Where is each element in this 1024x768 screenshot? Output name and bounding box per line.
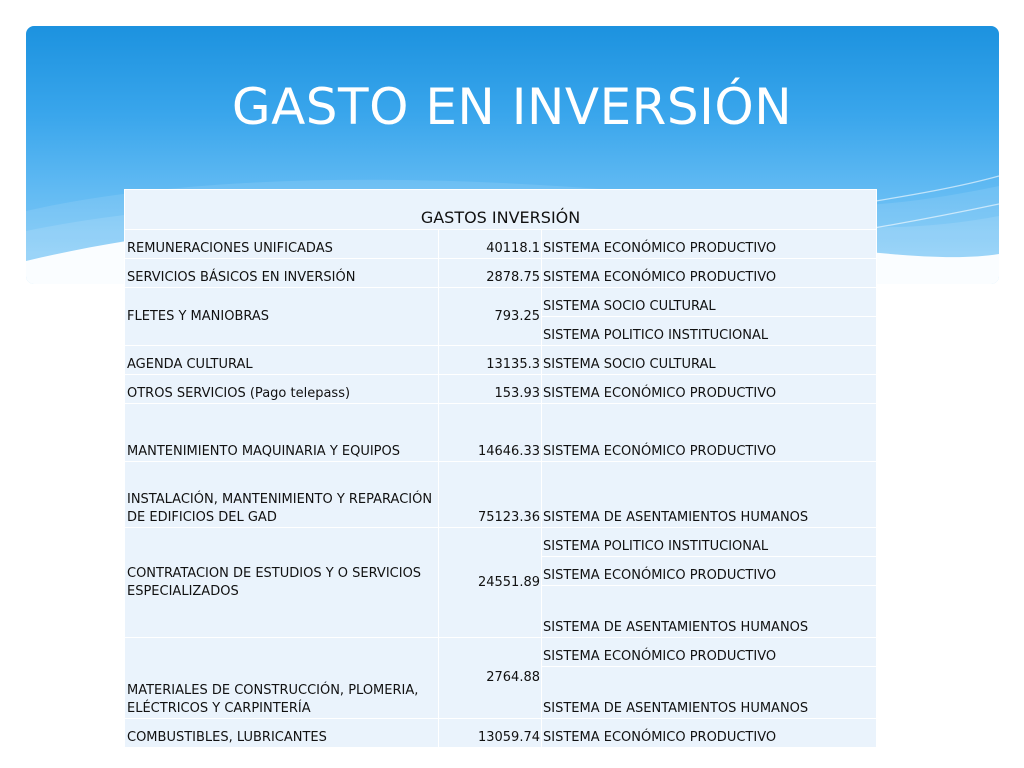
system-cell: SISTEMA ECONÓMICO PRODUCTIVO [542, 259, 877, 288]
amount-cell: 40118.1 [439, 230, 542, 259]
amount-cell: 14646.33 [439, 404, 542, 462]
slide-title: GASTO EN INVERSIÓN [231, 78, 793, 136]
amount-cell: 153.93 [439, 375, 542, 404]
amount-cell: 13135.3 [439, 346, 542, 375]
table-row [125, 259, 877, 288]
table-row [125, 375, 877, 404]
table-row [125, 230, 877, 259]
table-row [125, 528, 877, 557]
concept-cell: FLETES Y MANIOBRAS [125, 288, 439, 346]
system-cell: SISTEMA ECONÓMICO PRODUCTIVO [542, 638, 877, 667]
amount-cell: 75123.36 [439, 462, 542, 528]
concept-cell: INSTALACIÓN, MANTENIMIENTO Y REPARACIÓN DE EDIFICIOS DEL GAD [125, 462, 439, 528]
concept-cell: COMBUSTIBLES, LUBRICANTES [125, 719, 439, 748]
amount-cell: 2764.88 [439, 638, 542, 719]
system-cell: SISTEMA ECONÓMICO PRODUCTIVO [542, 230, 877, 259]
amount-cell: 13059.74 [439, 719, 542, 748]
concept-cell: SERVICIOS BÁSICOS EN INVERSIÓN [125, 259, 439, 288]
concept-cell: CONTRATACION DE ESTUDIOS Y O SERVICIOS ESPECIALIZADOS [125, 528, 439, 638]
concept-cell: OTROS SERVICIOS (Pago telepass) [125, 375, 439, 404]
system-cell: SISTEMA ECONÓMICO PRODUCTIVO [542, 557, 877, 586]
table-row [125, 288, 877, 317]
system-cell: SISTEMA SOCIO CULTURAL [542, 288, 877, 317]
system-cell: SISTEMA SOCIO CULTURAL [542, 346, 877, 375]
concept-cell: MATERIALES DE CONSTRUCCIÓN, PLOMERIA, ELÉCTRICOS Y CARPINTERÍA [125, 638, 439, 719]
concept-cell: AGENDA CULTURAL [125, 346, 439, 375]
table-row [125, 719, 877, 748]
table-row [125, 638, 877, 667]
system-cell: SISTEMA DE ASENTAMIENTOS HUMANOS [542, 462, 877, 528]
system-cell: SISTEMA ECONÓMICO PRODUCTIVO [542, 719, 877, 748]
system-cell: SISTEMA POLITICO INSTITUCIONAL [542, 528, 877, 557]
concept-cell: MANTENIMIENTO MAQUINARIA Y EQUIPOS [125, 404, 439, 462]
concept-cell: REMUNERACIONES UNIFICADAS [125, 230, 439, 259]
system-cell: SISTEMA ECONÓMICO PRODUCTIVO [542, 404, 877, 462]
system-cell: SISTEMA DE ASENTAMIENTOS HUMANOS [542, 586, 877, 638]
system-cell: SISTEMA POLITICO INSTITUCIONAL [542, 317, 877, 346]
amount-cell: 2878.75 [439, 259, 542, 288]
amount-cell: 793.25 [439, 288, 542, 346]
table-row [125, 404, 877, 462]
system-cell: SISTEMA ECONÓMICO PRODUCTIVO [542, 375, 877, 404]
table-row [125, 462, 877, 528]
table-header: GASTOS INVERSIÓN [125, 190, 877, 230]
investment-expenses-table [124, 189, 877, 748]
system-cell: SISTEMA DE ASENTAMIENTOS HUMANOS [542, 667, 877, 719]
table-row [125, 346, 877, 375]
amount-cell: 24551.89 [439, 528, 542, 638]
